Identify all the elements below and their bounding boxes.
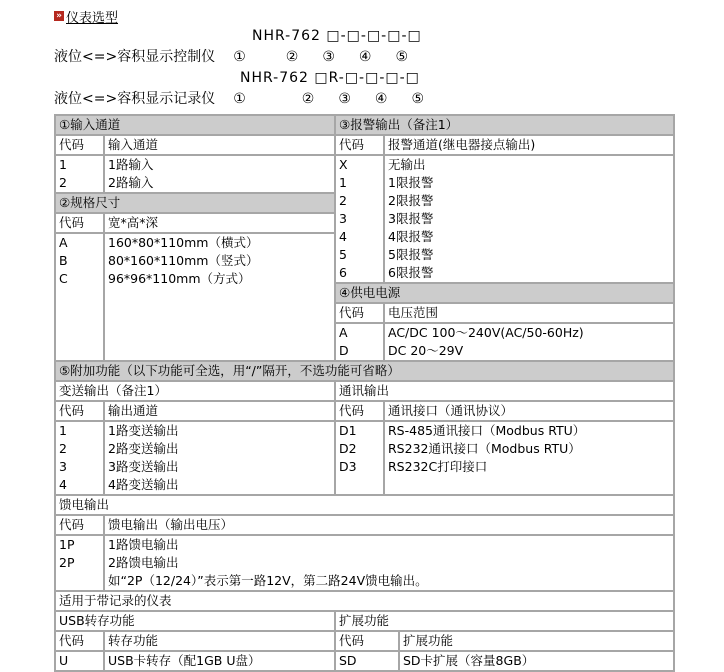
col-header-value: 电压范围 bbox=[385, 304, 673, 322]
data-row bbox=[56, 234, 334, 360]
value: USB卡转存（配1GB U盘） bbox=[108, 653, 261, 668]
code: 1P bbox=[59, 537, 75, 552]
value-cell bbox=[105, 652, 334, 670]
value: 80*160*110mm（竖式） bbox=[108, 253, 259, 268]
code: D3 bbox=[339, 459, 357, 474]
value: 4路变送输出 bbox=[108, 477, 179, 492]
colhead-row bbox=[56, 214, 334, 232]
value: 96*96*110mm（方式） bbox=[108, 271, 251, 286]
digit-4: ④ bbox=[374, 91, 388, 107]
subtable-left bbox=[56, 116, 334, 360]
value-cell bbox=[105, 156, 334, 192]
code: U bbox=[59, 653, 69, 668]
value: RS232C打印接口 bbox=[388, 459, 488, 474]
page-title: 仪表选型 bbox=[66, 10, 119, 26]
model-selection-area bbox=[54, 26, 678, 110]
colhead-row bbox=[56, 402, 673, 420]
value-cell bbox=[385, 324, 673, 360]
colhead-row bbox=[56, 136, 334, 154]
value: RS-485通讯接口（Modbus RTU） bbox=[388, 423, 586, 438]
code-cell bbox=[336, 156, 383, 282]
code-cell bbox=[56, 422, 103, 494]
subtable-right bbox=[336, 116, 673, 360]
col-header-code: 代码 bbox=[56, 516, 103, 534]
section-title-size: ②规格尺寸 bbox=[56, 194, 334, 212]
code: SD bbox=[339, 653, 357, 668]
value: DC 20～29V bbox=[388, 343, 464, 358]
col-header-value: 报警通道(继电器接点输出) bbox=[385, 136, 673, 154]
code-cell bbox=[336, 324, 383, 360]
digit-5: ⑤ bbox=[395, 49, 409, 65]
subsection-title-comm-output: 通讯输出 bbox=[336, 382, 673, 400]
data-row bbox=[56, 422, 673, 494]
code: 2 bbox=[59, 441, 67, 456]
value-cell bbox=[105, 234, 334, 360]
model-name-1: 液位<=>容积显示控制仪 bbox=[54, 49, 216, 65]
col-header-value: 扩展功能 bbox=[400, 632, 673, 650]
subsection-title-expand-function: 扩展功能 bbox=[336, 612, 673, 630]
data-row bbox=[336, 156, 673, 282]
code: A bbox=[339, 325, 348, 340]
code: 1 bbox=[59, 157, 67, 172]
data-row bbox=[56, 156, 334, 192]
colhead-row bbox=[336, 304, 673, 322]
value: 160*80*110mm（横式） bbox=[108, 235, 259, 250]
subsection-title-usb-transfer: USB转存功能 bbox=[56, 612, 334, 630]
col-header-value: 宽*高*深 bbox=[105, 214, 334, 232]
code: 3 bbox=[339, 211, 347, 226]
subsection-title-row bbox=[56, 382, 673, 400]
code-cell bbox=[56, 652, 103, 670]
model-label-line-2 bbox=[54, 89, 678, 110]
colhead-row bbox=[56, 632, 673, 650]
value-cell bbox=[385, 156, 673, 282]
col-header-code: 代码 bbox=[336, 402, 383, 420]
code: 3 bbox=[59, 459, 67, 474]
digit-1: ① bbox=[233, 91, 246, 107]
model-label-line-1 bbox=[54, 47, 678, 68]
value: 5限报警 bbox=[388, 247, 434, 262]
colhead-row bbox=[336, 136, 673, 154]
code-cell bbox=[336, 422, 383, 494]
value: 1路变送输出 bbox=[108, 423, 179, 438]
data-row bbox=[336, 324, 673, 360]
code: D1 bbox=[339, 423, 357, 438]
code: 2 bbox=[59, 175, 67, 190]
subsection-title-row bbox=[56, 612, 673, 630]
value: SD卡扩展（容量8GB） bbox=[403, 653, 535, 668]
code: 1 bbox=[59, 423, 67, 438]
page-heading bbox=[54, 8, 678, 24]
value: 4限报警 bbox=[388, 229, 434, 244]
digit-1: ① bbox=[233, 49, 246, 65]
subsection-title-feed-output: 馈电输出 bbox=[56, 496, 673, 514]
value: 3路变送输出 bbox=[108, 459, 179, 474]
col-header-value: 馈电输出（输出电压） bbox=[105, 516, 673, 534]
section-title-input-channel: ①输入通道 bbox=[56, 116, 334, 134]
col-header-value: 输出通道 bbox=[105, 402, 334, 420]
digit-4: ④ bbox=[358, 49, 372, 65]
digit-2: ② bbox=[285, 49, 299, 65]
model-name-2: 液位<=>容积显示记录仪 bbox=[54, 91, 216, 107]
value-cell bbox=[105, 422, 334, 494]
model-code-line-2: NHR-762 □R-□-□-□-□ bbox=[240, 70, 420, 86]
section-title-additional-functions: ⑤附加功能（以下功能可全选，用“/”隔开，不选功能可省略） bbox=[56, 362, 673, 380]
code: D bbox=[339, 343, 349, 358]
col-header-code: 代码 bbox=[336, 632, 398, 650]
code-cell bbox=[56, 156, 103, 192]
value: 3限报警 bbox=[388, 211, 434, 226]
value: 2路变送输出 bbox=[108, 441, 179, 456]
data-row bbox=[56, 536, 673, 590]
subsection-title-transmit-output: 变送输出（备注1） bbox=[56, 382, 334, 400]
col-header-value: 通讯接口（通讯协议） bbox=[385, 402, 673, 420]
record-instruments-note: 适用于带记录的仪表 bbox=[56, 592, 673, 610]
value: 1限报警 bbox=[388, 175, 434, 190]
digit-3: ③ bbox=[338, 91, 351, 107]
value: 如“2P（12/24）”表示第一路12V，第二路24V馈电输出。 bbox=[108, 573, 428, 588]
code: 4 bbox=[59, 477, 67, 492]
value: 2限报警 bbox=[388, 193, 434, 208]
value-cell bbox=[400, 652, 673, 670]
digit-2: ② bbox=[301, 91, 315, 107]
table-top-row bbox=[56, 116, 673, 360]
code: C bbox=[59, 271, 68, 286]
col-header-code: 代码 bbox=[56, 402, 103, 420]
code: 4 bbox=[339, 229, 347, 244]
section-title-alarm-output: ③报警输出（备注1） bbox=[336, 116, 673, 134]
code-cell bbox=[56, 536, 103, 590]
col-header-code: 代码 bbox=[56, 214, 103, 232]
value: 1路输入 bbox=[108, 157, 154, 172]
value: AC/DC 100～240V(AC/50-60Hz) bbox=[388, 325, 584, 340]
colhead-row bbox=[56, 516, 673, 534]
col-header-code: 代码 bbox=[336, 136, 383, 154]
code: X bbox=[339, 157, 348, 172]
value: 1路馈电输出 bbox=[108, 537, 179, 552]
code-cell bbox=[56, 234, 103, 360]
selection-table bbox=[54, 114, 675, 672]
value: 2路输入 bbox=[108, 175, 154, 190]
code: A bbox=[59, 235, 68, 250]
code bbox=[59, 572, 103, 590]
digit-5: ⑤ bbox=[411, 91, 425, 107]
red-arrow-icon: » bbox=[54, 11, 64, 21]
value: 6限报警 bbox=[388, 265, 434, 280]
code-cell bbox=[336, 652, 398, 670]
code: B bbox=[59, 253, 68, 268]
code: 6 bbox=[339, 265, 347, 280]
data-row bbox=[56, 652, 673, 670]
code: 1 bbox=[339, 175, 347, 190]
value: 无输出 bbox=[388, 157, 426, 172]
code: 2P bbox=[59, 555, 75, 570]
code: 2 bbox=[339, 193, 347, 208]
value-cell bbox=[385, 422, 673, 494]
value-cell bbox=[105, 536, 673, 590]
col-header-code: 代码 bbox=[56, 136, 103, 154]
value: RS232通讯接口（Modbus RTU） bbox=[388, 441, 581, 456]
section-title-power-supply: ④供电电源 bbox=[336, 284, 673, 302]
col-header-value: 转存功能 bbox=[105, 632, 334, 650]
col-header-value: 输入通道 bbox=[105, 136, 334, 154]
code: D2 bbox=[339, 441, 357, 456]
col-header-code: 代码 bbox=[336, 304, 383, 322]
digit-3: ③ bbox=[322, 49, 335, 65]
col-header-code: 代码 bbox=[56, 632, 103, 650]
model-code-line-1: NHR-762 □-□-□-□-□ bbox=[252, 28, 422, 44]
value: 2路馈电输出 bbox=[108, 555, 179, 570]
code: 5 bbox=[339, 247, 347, 262]
